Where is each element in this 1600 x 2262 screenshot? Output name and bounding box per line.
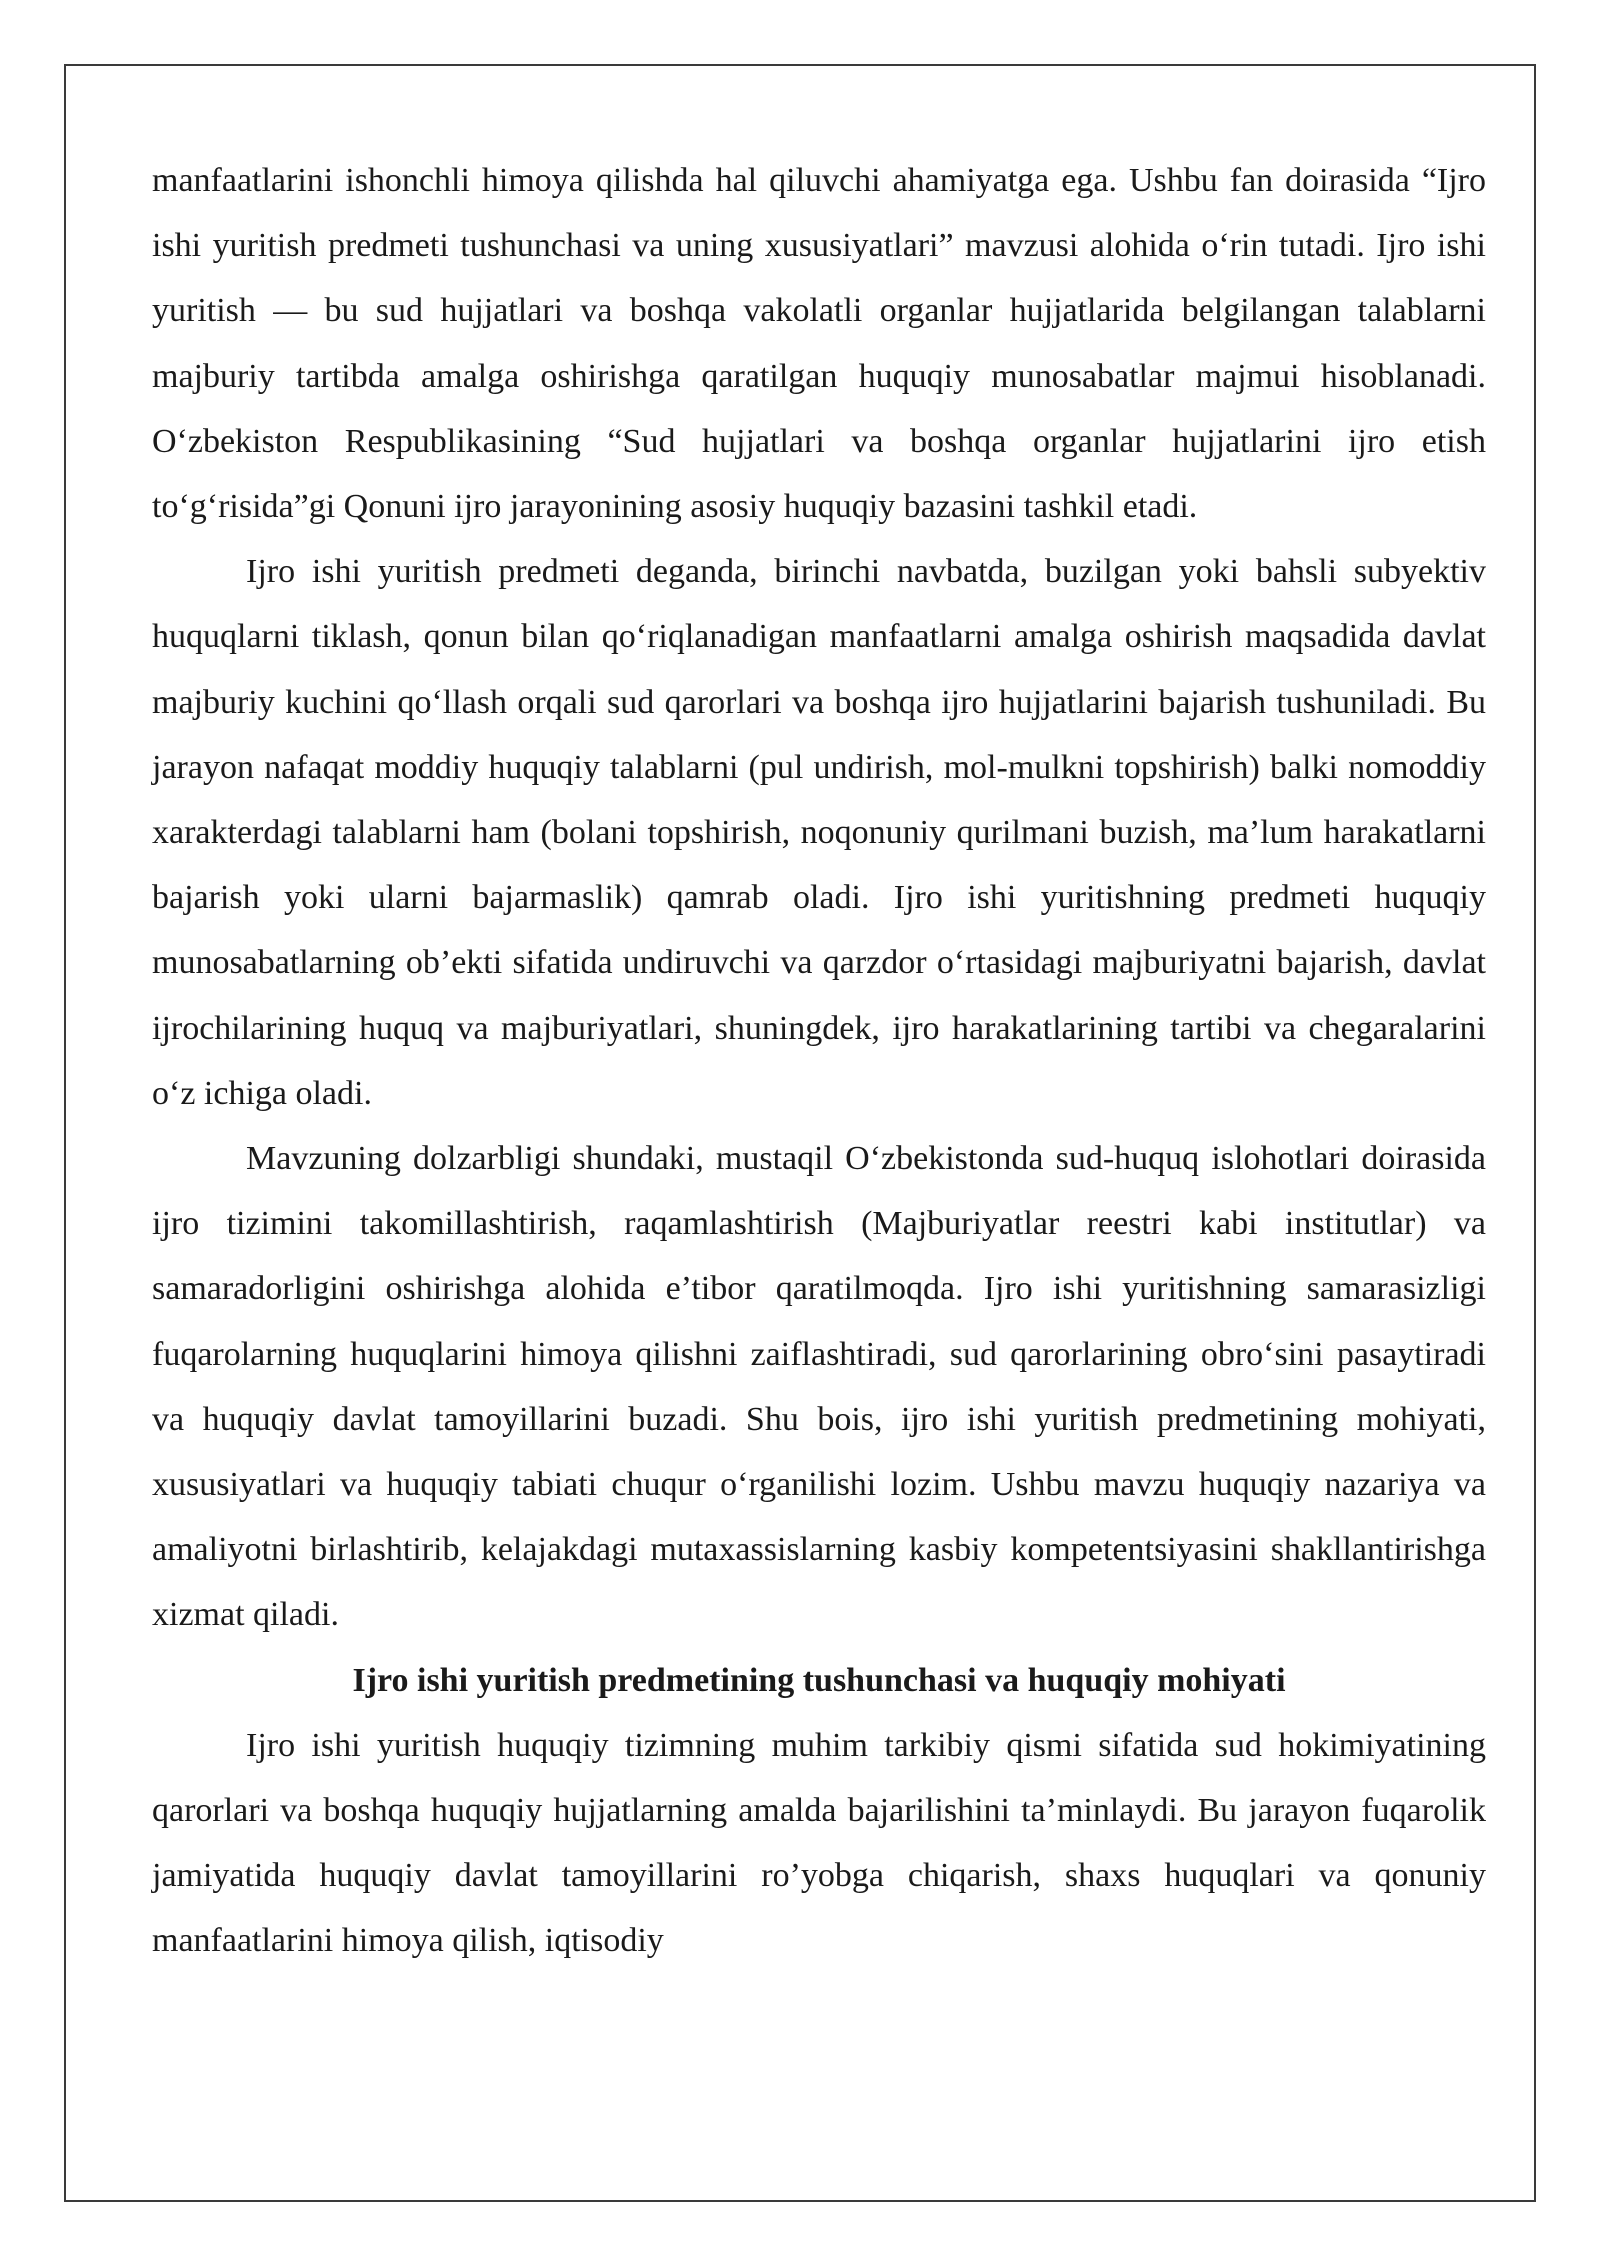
- paragraph-continuation: manfaatlarini ishonchli himoya qilishda hal qiluvchi ahamiyatga ega. Ushbu fan doirasida “Ijro ishi yuritish predmeti tushunchasi va uning xususiyatlari” mavzusi alohida oʻrin tutadi. Ijro ishi yuritish — bu sud hujjatlari va boshqa vakolatli organlar hujjatlarida belgilangan talablarni majburiy tartibda amalga oshirishga qaratilgan huquqiy munosabatlar majmui hisoblanadi. Oʻzbekiston Respublikasining “Sud hujjatlari va boshqa organlar hujjatlarini ijro etish toʻgʻrisida”gi Qonuni ijro jarayonining asosiy huquqiy bazasini tashkil etadi.: [152, 162, 1486, 526]
- document-body: [152, 148, 1486, 1974]
- paragraph-subject-definition: Ijro ishi yuritish predmeti deganda, birinchi navbatda, buzilgan yoki bahsli subyektiv huquqlarni tiklash, qonun bilan qoʻriqlanadigan manfaatlarni amalga oshirish maqsadida davlat majburiy kuchini qoʻllash orqali sud qarorlari va boshqa ijro hujjatlarini bajarish tushuniladi. Bu jarayon nafaqat moddiy huquqiy talablarni (pul undirish, mol-mulkni topshirish) balki nomoddiy xarakterdagi talablarni ham (bolani topshirish, noqonuniy qurilmani buzish, ma’lum harakatlarni bajarish yoki ularni bajarmaslik) qamrab oladi. Ijro ishi yuritishning predmeti huquqiy munosabatlarning ob’ekti sifatida undiruvchi va qarzdor oʻrtasidagi majburiyatni bajarish, davlat ijrochilarining huquq va majburiyatlari, shuningdek, ijro harakatlarining tartibi va chegaralarini oʻz ichiga oladi.: [152, 553, 1486, 1112]
- paragraph-relevance: Mavzuning dolzarbligi shundaki, mustaqil Oʻzbekistonda sud-huquq islohotlari doirasida ijro tizimini takomillashtirish, raqamlashtirish (Majburiyatlar reestri kabi institutlar) va samaradorligini oshirishga alohida e’tibor qaratilmoqda. Ijro ishi yuritishning samarasizligi fuqarolarning huquqlarini himoya qilishni zaiflashtiradi, sud qarorlarining obroʻsini pasaytiradi va huquqiy davlat tamoyillarini buzadi. Shu bois, ijro ishi yuritish predmetining mohiyati, xususiyatlari va huquqiy tabiati chuqur oʻrganilishi lozim. Ushbu mavzu huquqiy nazariya va amaliyotni birlashtirib, kelajakdagi mutaxassislarning kasbiy kompetentsiyasini shakllantirishga xizmat qiladi.: [152, 1140, 1486, 1634]
- section-heading: Ijro ishi yuritish predmetining tushunchasi va huquqiy mohiyati: [352, 1661, 1286, 1699]
- paragraph-section-intro: Ijro ishi yuritish huquqiy tizimning muhim tarkibiy qismi sifatida sud hokimiyatining qarorlari va boshqa huquqiy hujjatlarning amalda bajarilishini ta’minlaydi. Bu jarayon fuqarolik jamiyatida huquqiy davlat tamoyillarini ro’yobga chiqarish, shaxs huquqlari va qonuniy manfaatlarini himoya qilish, iqtisodiy: [152, 1726, 1486, 1960]
